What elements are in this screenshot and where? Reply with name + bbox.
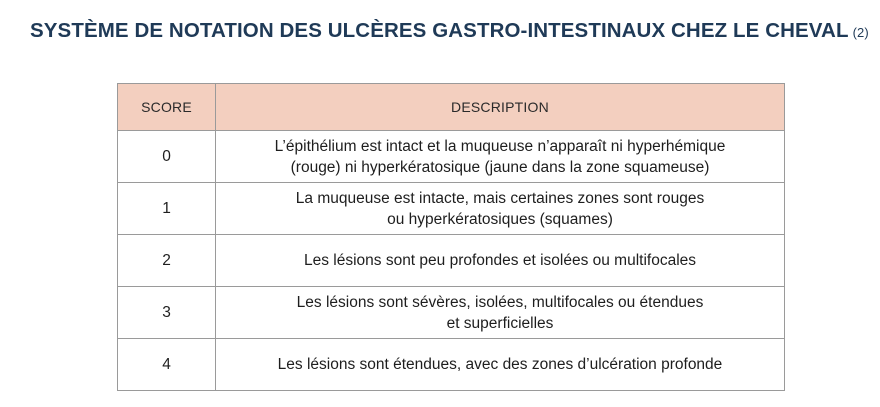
header-score: SCORE: [118, 84, 216, 131]
description-cell: [216, 287, 785, 339]
score-cell: 4: [118, 339, 216, 391]
score-cell: 3: [118, 287, 216, 339]
table-row: [118, 183, 785, 235]
header-description: DESCRIPTION: [216, 84, 785, 131]
score-cell: 0: [118, 131, 216, 183]
title-text: SYSTÈME DE NOTATION DES ULCÈRES GASTRO-INTESTINAUX CHEZ LE CHEVAL: [30, 19, 849, 42]
description-line: (rouge) ni hyperkératosique (jaune dans la zone squameuse): [290, 158, 710, 176]
description-line: Les lésions sont étendues, avec des zones d’ulcération profonde: [277, 356, 723, 373]
description-cell: [216, 183, 785, 235]
title-reference: (2): [852, 25, 869, 40]
description-line: Les lésions sont peu profondes et isolées ou multifocales: [303, 252, 697, 269]
description-line: La muqueuse est intacte, mais certaines zones sont rouges: [295, 189, 705, 207]
page-title: [30, 19, 869, 43]
description-cell: [216, 235, 785, 287]
table-row: [118, 131, 785, 183]
description-line: L’épithélium est intact et la muqueuse n’apparaît ni hyperhémique: [274, 137, 726, 155]
table-row: [118, 287, 785, 339]
description-line: Les lésions sont sévères, isolées, multifocales ou étendues: [296, 293, 704, 311]
table-row: [118, 339, 785, 391]
description-line: ou hyperkératosiques (squames): [387, 210, 613, 228]
description-line: et superficielles: [446, 314, 554, 332]
score-cell: 2: [118, 235, 216, 287]
score-cell: 1: [118, 183, 216, 235]
description-cell: [216, 339, 785, 391]
grading-table: [117, 83, 785, 391]
table-row: [118, 235, 785, 287]
table-header-row: [118, 84, 785, 131]
description-cell: [216, 131, 785, 183]
